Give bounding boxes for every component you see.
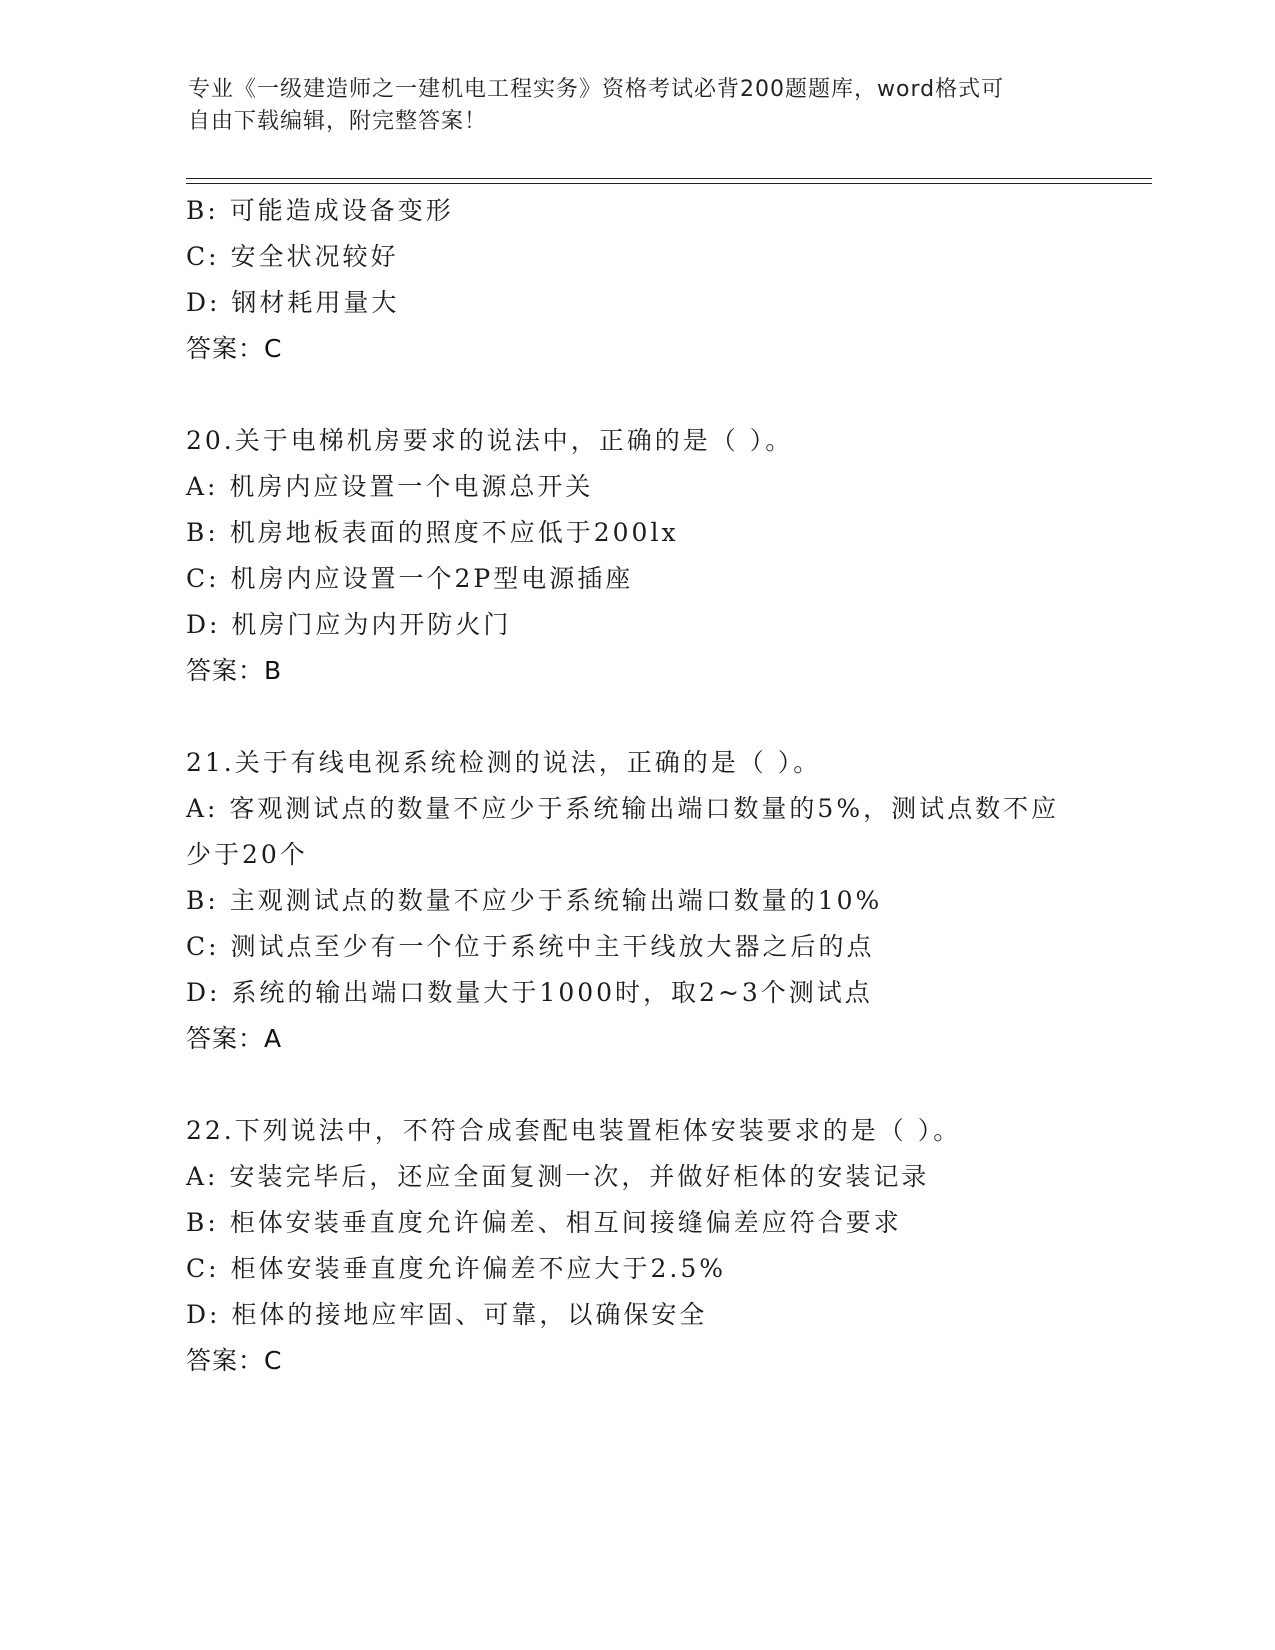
q21-option-c: C: 测试点至少有一个位于系统中主干线放大器之后的点 <box>186 932 875 961</box>
question-content <box>186 188 1186 1384</box>
q21-stem: 21.关于有线电视系统检测的说法，正确的是（ ）。 <box>186 748 822 777</box>
q21-option-b: B: 主观测试点的数量不应少于系统输出端口数量的10% <box>186 886 883 915</box>
q19-option-d: D: 钢材耗用量大 <box>186 288 400 317</box>
spacer <box>186 1062 1186 1108</box>
q19-answer: 答案：C <box>186 334 283 363</box>
q21-option-d: D: 系统的输出端口数量大于1000时，取2~3个测试点 <box>186 978 873 1007</box>
q19-option-c: C: 安全状况较好 <box>186 242 399 271</box>
q22-option-c: C: 柜体安装垂直度允许偏差不应大于2.5% <box>186 1254 727 1283</box>
q22-option-b: B: 柜体安装垂直度允许偏差、相互间接缝偏差应符合要求 <box>186 1208 902 1237</box>
header-line-2: 自由下载编辑，附完整答案！ <box>188 109 488 134</box>
q22-option-d: D: 柜体的接地应牢固、可靠，以确保安全 <box>186 1300 708 1329</box>
q19-option-b: B: 可能造成设备变形 <box>186 196 454 225</box>
q20-answer: 答案：B <box>186 656 283 685</box>
q20-option-d: D: 机房门应为内开防火门 <box>186 610 512 639</box>
q20-stem: 20.关于电梯机房要求的说法中，正确的是（ ）。 <box>186 426 794 455</box>
q20-option-a: A: 机房内应设置一个电源总开关 <box>186 472 594 501</box>
spacer <box>186 694 1186 740</box>
q22-stem: 22.下列说法中，不符合成套配电装置柜体安装要求的是（ ）。 <box>186 1116 962 1145</box>
q20-option-b: B: 机房地板表面的照度不应低于200lx <box>186 518 679 547</box>
document-header <box>188 74 1088 138</box>
q20-option-c: C: 机房内应设置一个2P型电源插座 <box>186 564 634 593</box>
q22-option-a: A: 安装完毕后，还应全面复测一次，并做好柜体的安装记录 <box>186 1162 930 1191</box>
header-line-1: 专业《一级建造师之一建机电工程实务》资格考试必背200题题库，word格式可 <box>188 77 1005 102</box>
q21-option-a-line-1: A: 客观测试点的数量不应少于系统输出端口数量的5%，测试点数不应 <box>186 794 1060 823</box>
spacer <box>186 372 1186 418</box>
header-divider-bottom <box>186 183 1152 184</box>
q21-option-a-line-2: 少于20个 <box>186 840 308 869</box>
q21-answer: 答案：A <box>186 1024 283 1053</box>
q22-answer: 答案：C <box>186 1346 283 1375</box>
header-divider-top <box>186 178 1152 179</box>
